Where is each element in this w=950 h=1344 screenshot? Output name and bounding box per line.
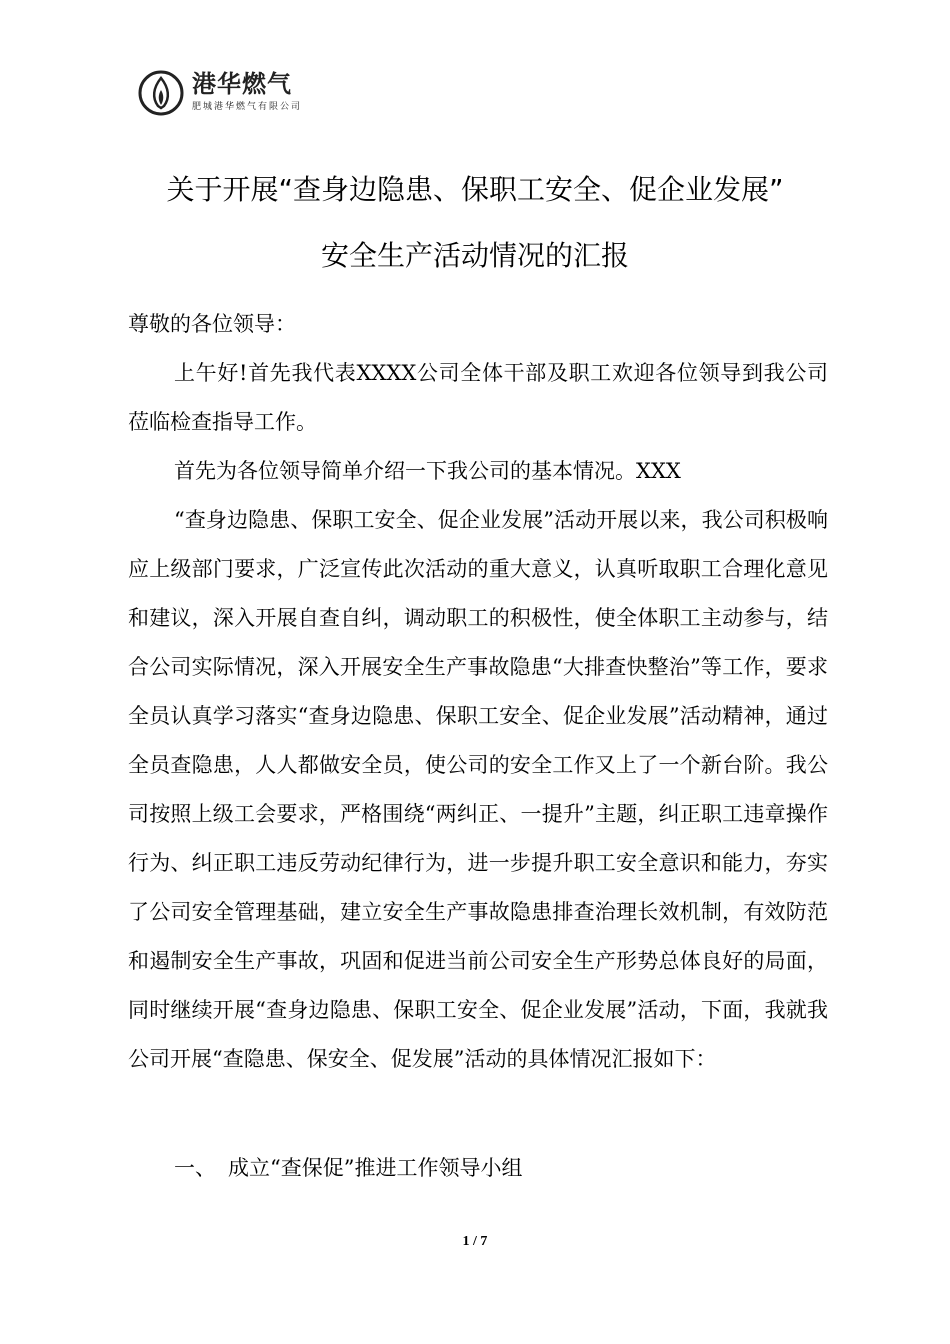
flame-logo-icon <box>136 68 186 118</box>
section-heading-text: 成立“查保促”推进工作领导小组 <box>228 1156 523 1180</box>
paragraph-introduction: 首先为各位领导简单介绍一下我公司的基本情况。XXX <box>174 459 681 483</box>
paragraph-greeting: 上午好!首先我代表XXXX公司全体干部及职工欢迎各位领导到我公司莅临检查指导工作。 <box>128 361 828 434</box>
logo-brand-name: 港华燃气 <box>192 70 292 98</box>
logo-company-name: 肥城港华燃气有限公司 <box>192 102 303 112</box>
document-title-line-2: 安全生产活动情况的汇报 <box>320 239 629 272</box>
section-heading <box>174 1144 522 1193</box>
company-logo <box>136 68 336 118</box>
page-number: 1 / 7 <box>462 1234 488 1249</box>
section-heading-number: 一、 <box>174 1156 216 1180</box>
document-title-line-1: 关于开展“查身边隐患、保职工安全、促企业发展” <box>166 173 784 206</box>
salutation: 尊敬的各位领导： <box>128 312 296 336</box>
paragraph-activity-summary: “查身边隐患、保职工安全、促企业发展”活动开展以来，我公司积极响应上级部门要求，广泛宣传此次活动的重大意义，认真听取职工合理化意见和建议，深入开展自查自纠，调动职工的积极性，使全体职工主动参与，结合公司实际情况，深入开展安全生产事故隐患“大排查快整治”等工作，要求全员认真学习落实“查身边隐患、保职工安全、促企业发展”活动精神，通过全员查隐患，人人都做安全员，使公司的安全工作又上了一个新台阶。我公司按照上级工会要求，严格围绕“两纠正、一提升”主题，纠正职工违章操作行为、纠正职工违反劳动纪律行为，进一步提升职工安全意识和能力，夯实了公司安全管理基础，建立安全生产事故隐患排查治理长效机制，有效防范和遏制安全生产事故，巩固和促进当前公司安全生产形势总体良好的局面，同时继续开展“查身边隐患、保职工安全、促企业发展”活动，下面，我就我公司开展“查隐患、保安全、促发展”活动的具体情况汇报如下： <box>128 508 828 1071</box>
